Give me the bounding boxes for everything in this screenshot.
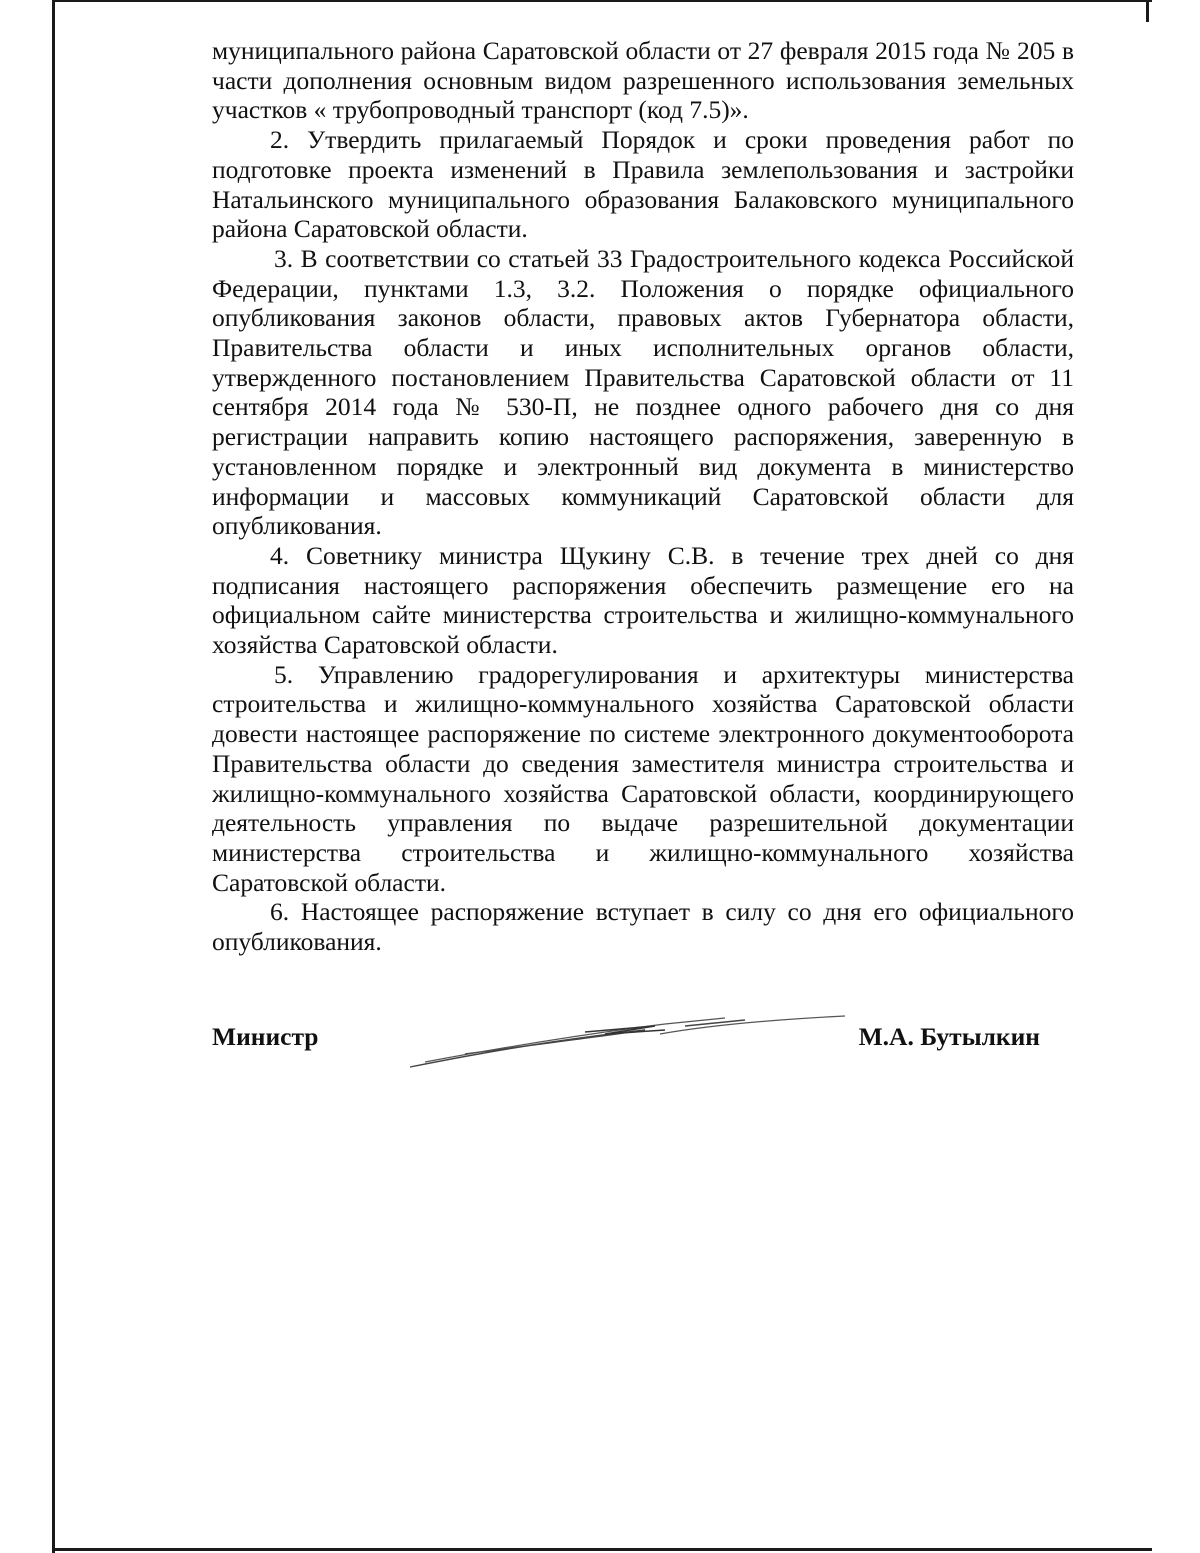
paragraph-2: 2. Утвердить прилагаемый Порядок и сроки проведения работ по подготовке проекта изменений в Правила землепользования и застройки Натальинского муниципального образования Балаковского муниципального района Саратовской области. (212, 125, 1074, 244)
signatory-name: М.А. Бутылкин (858, 1022, 1040, 1051)
signatory-title: Министр (212, 1022, 319, 1051)
paragraph-3: 3. В соответствии со статьей 33 Градостроительного кодекса Российской Федерации, пунктами 1.3, 3.2. Положения о порядке официального опубликования законов области, правовых актов Губернатора области, Правительства области и иных исполнительных органов области, утвержденного постановлением Правительства Саратовской области от 11 сентября 2014 года № 530-П, не позднее одного рабочего дня со дня регистрации направить копию настоящего распоряжения, заверенную в установленном порядке и электронный вид документа в министерство информации и массовых коммуникаций Саратовской области для опубликования. (212, 243, 1074, 541)
paragraph-4: 4. Советнику министра Щукину С.В. в течение трех дней со дня подписания настоящего распоряжения обеспечить размещение его на официальном сайте министерства строительства и жилищно-коммунального хозяйства Саратовской области. (212, 540, 1074, 660)
scan-border-bottom (52, 1548, 1152, 1551)
scan-border-left (52, 0, 55, 1553)
handwritten-signature (405, 1012, 845, 1072)
paragraph-continuation: муниципального района Саратовской области от 27 февраля 2015 года № 205 в части дополнения основным видом разрешенного использования земельных участков « трубопроводный транспорт (код 7.5)». (212, 36, 1074, 125)
scan-border-right (1146, 0, 1149, 22)
paragraph-6: 6. Настоящее распоряжение вступает в силу со дня его официального опубликования. (212, 897, 1074, 957)
scan-border-top (52, 0, 1152, 2)
paragraph-5: 5. Управлению градорегулирования и архитектуры министерства строительства и жилищно-коммунального хозяйства Саратовской области довести настоящее распоряжение по системе электронного документооборота Правительства области до сведения заместителя министра строительства и жилищно-коммунального хозяйства Саратовской области, координирующего деятельность управления по выдаче разрешительной документации министерства строительства и жилищно-коммунального хозяйства Саратовской области. (212, 659, 1074, 897)
document-body (212, 36, 1074, 957)
